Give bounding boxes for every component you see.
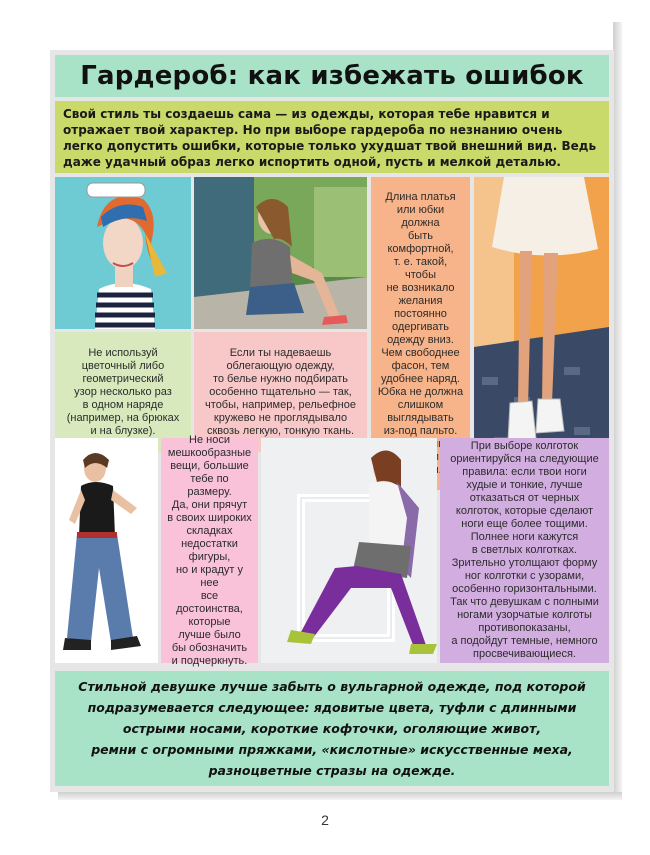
photo-baggy-clothes-image — [55, 438, 158, 663]
tip-dress-length: Длина платья или юбки должна быть комфортной, т. е. такой, чтобы не возникало желания постоянно одергивать одежду вниз. Чем свободнее фасон, тем удобнее наряд. Юбка не должна слишком выглядывать из-под пальто. — [371, 177, 470, 490]
page-title: Гардероб: как избежать ошибок — [80, 61, 584, 91]
tip-tights: При выборе колготок ориентируйся на следующие правила: если твои ноги худые и тонкие, лучше отказаться от черных колготок, которые сделают ноги еще более тощими. Полнее ноги кажутся в светлых колготках. Зрительно утолщают форму ног колготки с узорами, особенно горизонтальными. Так что девушкам с полными ногами узорчатые колготы противопоказаны, а подойдут темные, немного просвечивающиеся. — [440, 438, 609, 663]
page-shadow-right — [613, 22, 622, 792]
page-number: 2 — [321, 812, 329, 828]
photo-purple-tights — [261, 438, 437, 663]
magazine-page — [50, 50, 614, 792]
tip-underwear: Если ты надеваешь облегающую одежду, то белье нужно подбирать особенно тщательно — так, чтобы, например, рельефное кружево не проглядывало сквозь легкую, тонкую ткань. — [194, 332, 367, 452]
photo-sitting-woman-image — [194, 177, 367, 329]
photo-scarf-woman — [55, 177, 191, 329]
page-shadow-bottom — [58, 792, 622, 800]
tip-baggy-clothes: Не носи мешкообразные вещи, большие тебе по размеру. Да, они прячут в своих широких складках недостатки фигуры, но и крадут у нее все достоинства, которые лучше было бы обозначить и подчеркнуть. — [161, 438, 258, 663]
photo-scarf-woman-image — [55, 177, 191, 329]
conclusion-banner: Стильной девушке лучше забыть о вульгарной одежде, под которой подразумевается следующее: ядовитые цвета, туфли с длинными острыми носами, короткие кофточки, оголяющие живот, ремни с огромными пряжками, «кислотные» искусственные меха, разноцветные стразы на одежде. — [55, 671, 609, 786]
title-banner — [55, 55, 609, 97]
photo-sitting-woman — [194, 177, 367, 329]
intro-text: Свой стиль ты создаешь сама — из одежды, которая тебе нравится и отражает твой характер. Но при выборе гардероба по незнанию очень легко допустить ошибки, которые только ухудшат твой внешний вид. Ведь даже удачный образ легко испортить одной, пусть и мелкой деталью. — [55, 101, 609, 173]
tip-pattern: Не используй цветочный либо геометрический узор несколько раз в одном наряде (например, на брюках и на блузке). — [55, 332, 191, 452]
photo-purple-tights-image — [261, 438, 437, 663]
photo-baggy-clothes — [55, 438, 158, 663]
